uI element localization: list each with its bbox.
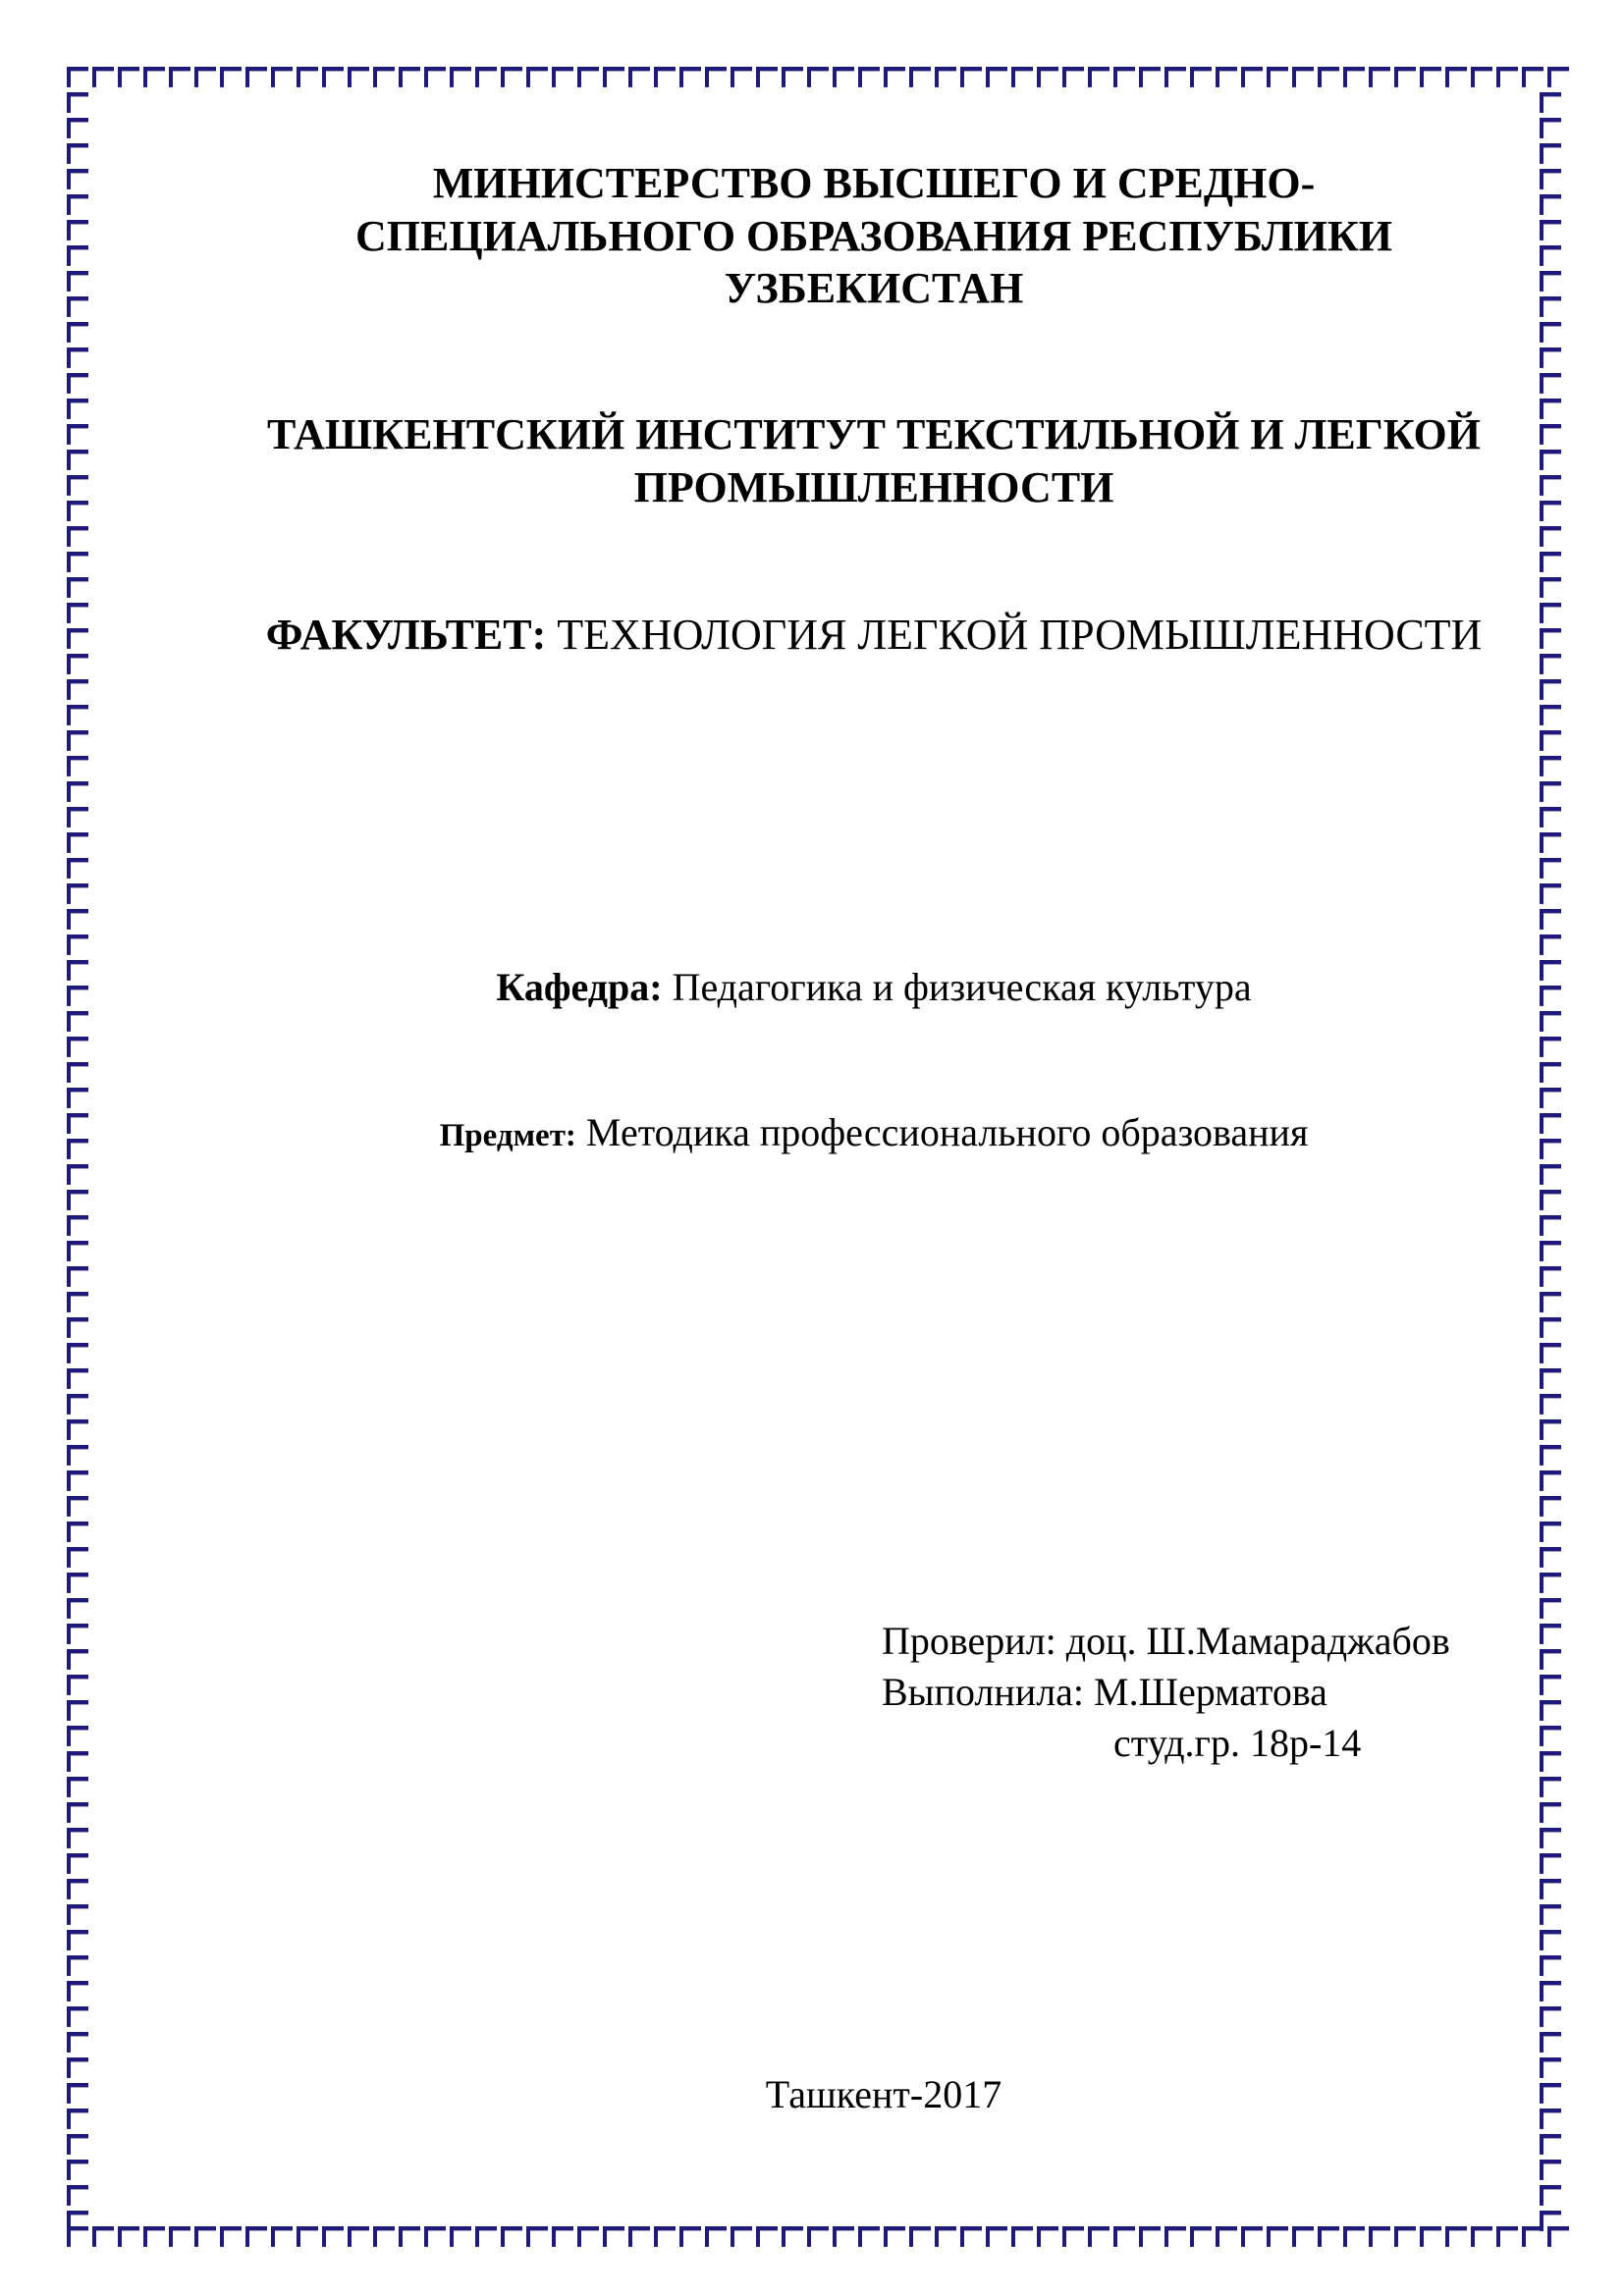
faculty-line [177, 609, 1571, 662]
ministry-line-2: СПЕЦИАЛЬНОГО ОБРАЗОВАНИЯ РЕСПУБЛИКИ [355, 211, 1392, 260]
subject-value: Методика профессионального образования [575, 1110, 1309, 1154]
department-value: Педагогика и физическая культура [662, 965, 1252, 1009]
department-label: Кафедра: [496, 965, 663, 1009]
student-group-line: студ.гр. 18р-14 [1113, 1721, 1362, 1765]
ministry-heading [236, 157, 1512, 315]
signature-block [882, 1616, 1450, 1769]
ministry-line-3: УЗБЕКИСТАН [724, 264, 1024, 313]
faculty-value: ТЕХНОЛОГИЯ ЛЕГКОЙ ПРОМЫШЛЕННОСТИ [546, 611, 1483, 659]
faculty-label: ФАКУЛЬТЕТ: [265, 611, 547, 659]
institute-line-2: ПРОМЫШЛЕННОСТИ [633, 462, 1114, 511]
ministry-line-1: МИНИСТЕРСТВО ВЫСШЕГО И СРЕДНО- [432, 159, 1316, 207]
checked-by-line: Проверил: доц. Ш.Мамараджабов [882, 1619, 1450, 1663]
department-line [196, 964, 1551, 1012]
city-year: Ташкент-2017 [765, 2072, 1002, 2116]
subject-label: Предмет: [439, 1118, 576, 1153]
institute-heading [196, 408, 1551, 513]
subject-line [196, 1109, 1551, 1157]
institute-line-1: ТАШКЕНТСКИЙ ИНСТИТУТ ТЕКСТИЛЬНОЙ И ЛЕГКОЙ [267, 410, 1481, 458]
completed-by-line: Выполнила: М.Шерматова [882, 1670, 1327, 1714]
